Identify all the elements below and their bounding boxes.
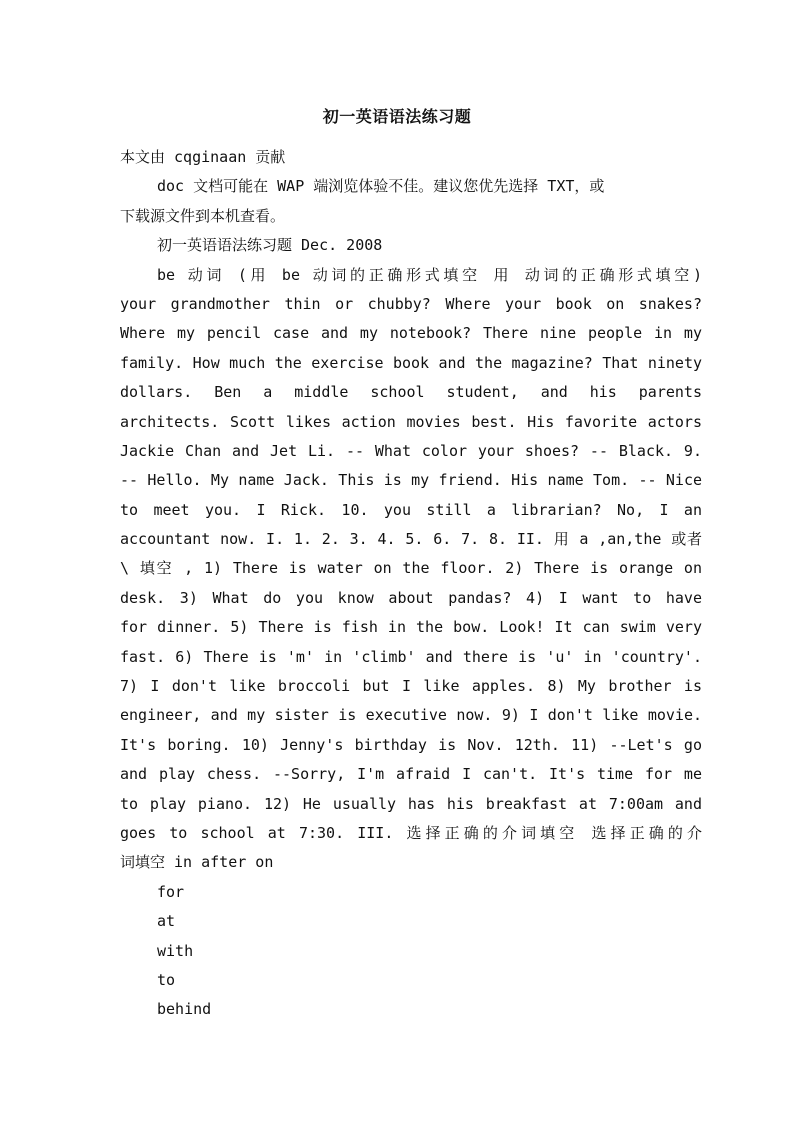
text-line: desk. 3) What do you know about pandas? 4) I want to have — [120, 588, 702, 607]
text-line: for dinner. 5) There is fish in the bow. Look! It can swim very — [120, 618, 702, 637]
text-line: dollars. Ben a middle school student, and his parents — [120, 383, 702, 402]
text-line: and play chess. --Sorry, I'm afraid I can't. It's time for me — [120, 765, 702, 784]
text-line: Jackie Chan and Jet Li. -- What color your shoes? -- Black. 9. — [120, 441, 702, 460]
text-line: be 动词 (用 be 动词的正确形式填空 用 动词的正确形式填空) — [157, 265, 702, 284]
document-body — [120, 143, 702, 1025]
text-line: Where my pencil case and my notebook? There nine people in my — [120, 324, 702, 343]
page-title: 初一英语语法练习题 — [322, 107, 472, 126]
text-line: -- Hello. My name Jack. This is my friend. His name Tom. -- Nice — [120, 471, 702, 490]
text-line: 初一英语语法练习题 Dec. 2008 — [157, 236, 383, 255]
text-line: 本文由 cqginaan 贡献 — [120, 148, 286, 166]
text-line: fast. 6) There is 'm' in 'climb' and there is 'u' in 'country'. — [120, 647, 702, 666]
text-line: for — [157, 882, 185, 901]
text-line: doc 文档可能在 WAP 端浏览体验不佳。建议您优先选择 TXT，或 — [157, 177, 605, 196]
text-line: engineer, and my sister is executive now. 9) I don't like movie. — [120, 706, 702, 725]
text-line: family. How much the exercise book and the magazine? That ninety — [120, 353, 702, 372]
text-line: at — [157, 912, 176, 931]
text-line: to — [157, 970, 176, 989]
text-line: \ 填空 , 1) There is water on the floor. 2) There is orange on — [120, 559, 702, 578]
text-line: 词填空 in after on — [120, 853, 274, 872]
text-line: your grandmother thin or chubby? Where your book on snakes? — [120, 294, 702, 313]
text-line: architects. Scott likes action movies best. His favorite actors — [120, 412, 702, 431]
text-line: to meet you. I Rick. 10. you still a librarian? No, I an — [120, 500, 702, 519]
text-line: It's boring. 10) Jenny's birthday is Nov. 12th. 11) --Let's go — [120, 735, 702, 754]
text-line: with — [157, 941, 194, 960]
text-line: to play piano. 12) He usually has his breakfast at 7:00am and — [120, 794, 702, 813]
text-line: behind — [157, 1000, 212, 1019]
text-line: 下载源文件到本机查看。 — [120, 206, 286, 225]
text-line: 7) I don't like broccoli but I like apples. 8) My brother is — [120, 677, 702, 696]
text-line: accountant now. I. 1. 2. 3. 4. 5. 6. 7. 8. II. 用 a ,an,the 或者 — [120, 530, 702, 549]
text-line: goes to school at 7:30. III. 选择正确的介词填空 选择正确的介 — [120, 823, 702, 842]
